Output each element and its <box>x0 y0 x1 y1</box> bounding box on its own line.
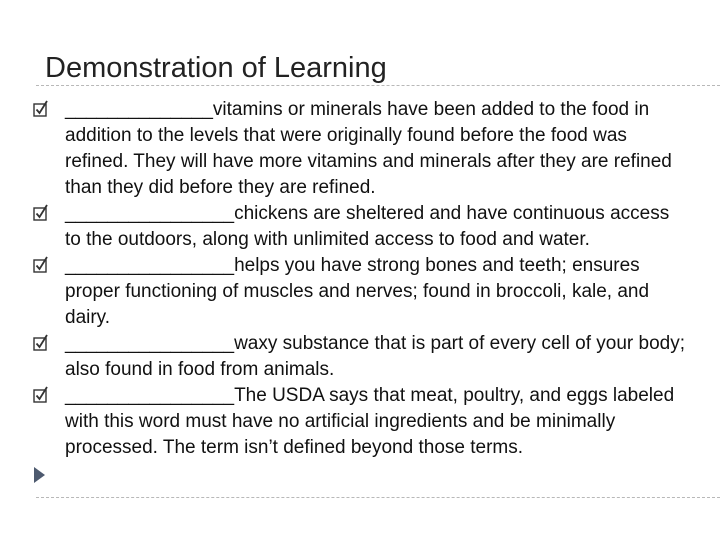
list-item-text: ________________chickens are sheltered and have continuous access to the outdoors, along with unlimited access to food and water. <box>65 203 670 250</box>
list-item <box>30 201 690 253</box>
bottom-divider <box>36 497 720 498</box>
checkbox-bullet-icon <box>32 384 50 406</box>
title-divider <box>36 85 720 86</box>
empty-sub-bullet <box>30 461 690 465</box>
checkbox-bullet-icon <box>32 98 50 120</box>
list-item <box>30 253 690 331</box>
list-item <box>30 331 690 383</box>
list-item <box>30 383 690 461</box>
checkbox-bullet-icon <box>32 202 50 224</box>
checkbox-bullet-icon <box>32 254 50 276</box>
list-item-text: ________________helps you have strong bones and teeth; ensures proper functioning of muscles and nerves; found in broccoli, kale, and dairy. <box>65 255 650 328</box>
list-item-text: ________________The USDA says that meat, poultry, and eggs labeled with this word must have no artificial ingredients and be minimally processed. The term isn’t defined beyond those terms. <box>65 385 675 458</box>
slide-title: Demonstration of Learning <box>45 52 387 84</box>
bullet-list <box>30 97 690 465</box>
list-item-text: ________________waxy substance that is part of every cell of your body; also found in food from animals. <box>65 333 686 380</box>
list-item-text: ______________vitamins or minerals have been added to the food in addition to the levels that were originally found before the food was refined. They will have more vitamins and minerals after they are refined than they did before they are refined. <box>65 99 672 198</box>
list-item <box>30 97 690 201</box>
triangle-arrow-icon <box>34 467 45 483</box>
checkbox-bullet-icon <box>32 332 50 354</box>
